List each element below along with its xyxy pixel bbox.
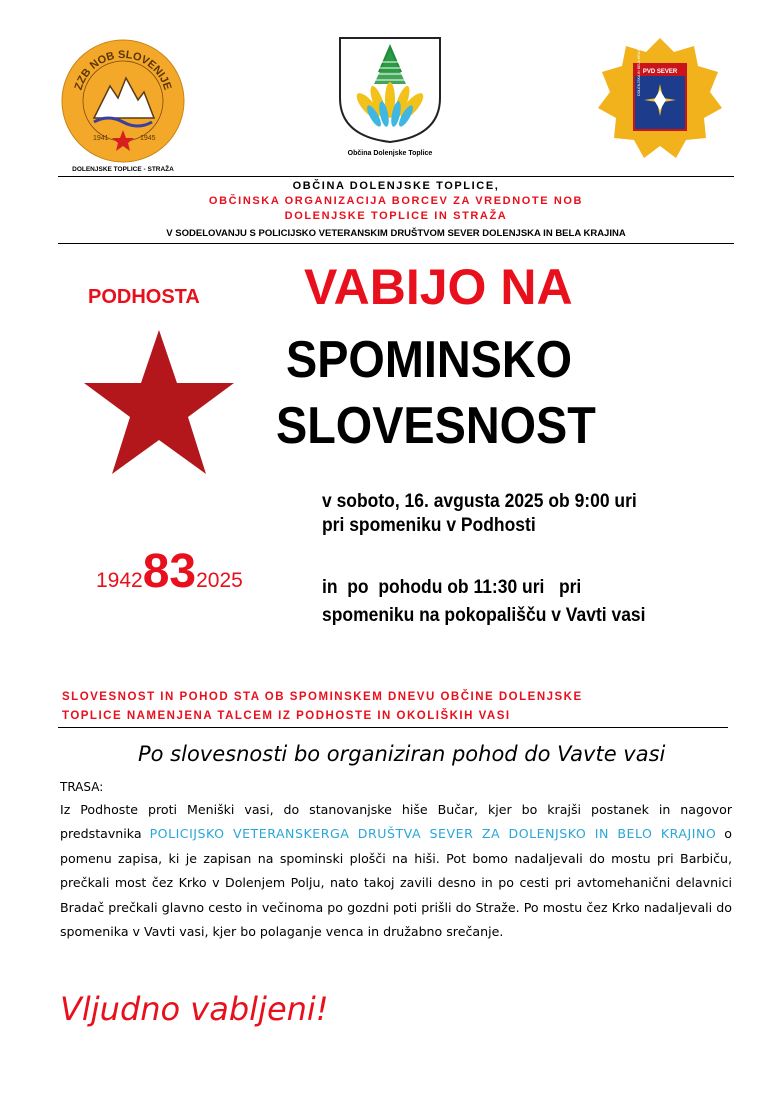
- logo-year-left: 1941: [93, 135, 109, 142]
- logo-ring-text: ZZB NOB SLOVENIJE: [72, 48, 174, 92]
- header-line-1: OBČINA DOLENJSKE TOPLICE,: [292, 180, 500, 192]
- note-line-2: TOPLICE NAMENJENA TALCEM IZ PODHOSTE IN OKOLIŠKIH VASI: [62, 710, 511, 722]
- header-top-rule: [58, 176, 734, 177]
- title-line-1: SPOMINSKO: [286, 331, 573, 389]
- event-1-line-1: v soboto, 16. avgusta 2025 ob 9:00 uri: [322, 491, 637, 512]
- title-line-2: SLOVESNOST: [276, 397, 596, 455]
- header-line-2: OBČINSKA ORGANIZACIJA BORCEV ZA VREDNOTE NOB: [208, 195, 584, 207]
- hike-announcement: Po slovesnosti bo organiziran pohod do Vavte vasi: [138, 742, 666, 766]
- header-line-3: DOLENJSKE TOPLICE IN STRAŽA: [284, 210, 508, 222]
- logo-year-right: 1945: [140, 135, 156, 142]
- route-text-1: Iz Podhoste proti Meniški vasi, do stanovanjske hiše Bučar, kjer bo krajši postanek in nagovor predstavnika: [60, 802, 732, 842]
- event-2-details: [322, 574, 646, 630]
- badge-text: PVD SEVER: [642, 69, 678, 75]
- anniversary-start: 1942: [96, 569, 143, 592]
- route-text-2: o pomenu zapisa, ki je zapisan na spominski plošči na hiši. Pot bomo nadaljevali do mostu pri Barbiču, prečkali most čez Krko v Dolenjem Polju, nato takoj zavili desno in po cesti pri avtomehanični delavnici Bradač prečkali glavno cesto in večinoma po gozdni poti prišli do Straže. Po mostu čez Krko nadaljevali do spomenika v Vavti vasi, kjer bo polaganje venca in družabno srečanje.: [60, 826, 732, 940]
- note-rule: [58, 727, 728, 728]
- event-1-line-2: pri spomeniku v Podhosti: [322, 515, 536, 536]
- route-highlight: POLICIJSKO VETERANSKERGA DRUŠTVA SEVER ZA DOLENJSKO IN BELO KRAJINO: [149, 826, 717, 842]
- note-line-1: SLOVESNOST IN POHOD STA OB SPOMINSKEM DNEVU OBČINE DOLENJSKE: [62, 691, 583, 703]
- closing-greeting: Vljudno vabljeni!: [60, 990, 329, 1028]
- municipality-coat-of-arms-icon: [338, 36, 442, 144]
- invite-title: VABIJO NA: [304, 259, 573, 315]
- anniversary: [96, 544, 243, 599]
- logo-left-caption: DOLENJSKE TOPLICE - STRAŽA: [72, 166, 174, 173]
- badge-side-text: DOLENJSKA IN BELA KRAJINA: [637, 44, 641, 96]
- event-2-line-2: spomeniku na pokopališču v Vavti vasi: [322, 605, 646, 626]
- header-bottom-rule: [58, 243, 734, 244]
- event-1-details: [322, 490, 637, 538]
- zzb-nob-emblem-icon: [60, 38, 186, 164]
- dedication-note: [62, 688, 722, 726]
- red-star-icon: [82, 328, 236, 478]
- place-name: PODHOSTA: [88, 286, 200, 308]
- event-2-line-1: in po pohodu ob 11:30 uri pri: [322, 577, 582, 598]
- police-veteran-badge-icon: [596, 36, 724, 160]
- anniversary-number: 83: [142, 545, 197, 598]
- header-line-4: V SODELOVANJU S POLICIJSKO VETERANSKIM DRUŠTVOM SEVER DOLENJSKA IN BELA KRAJINA: [166, 228, 626, 239]
- logo-middle-caption: Občina Dolenjske Toplice: [347, 150, 433, 157]
- route-description: [60, 798, 732, 944]
- anniversary-end: 2025: [196, 569, 243, 592]
- route-heading: TRASA:: [60, 780, 104, 794]
